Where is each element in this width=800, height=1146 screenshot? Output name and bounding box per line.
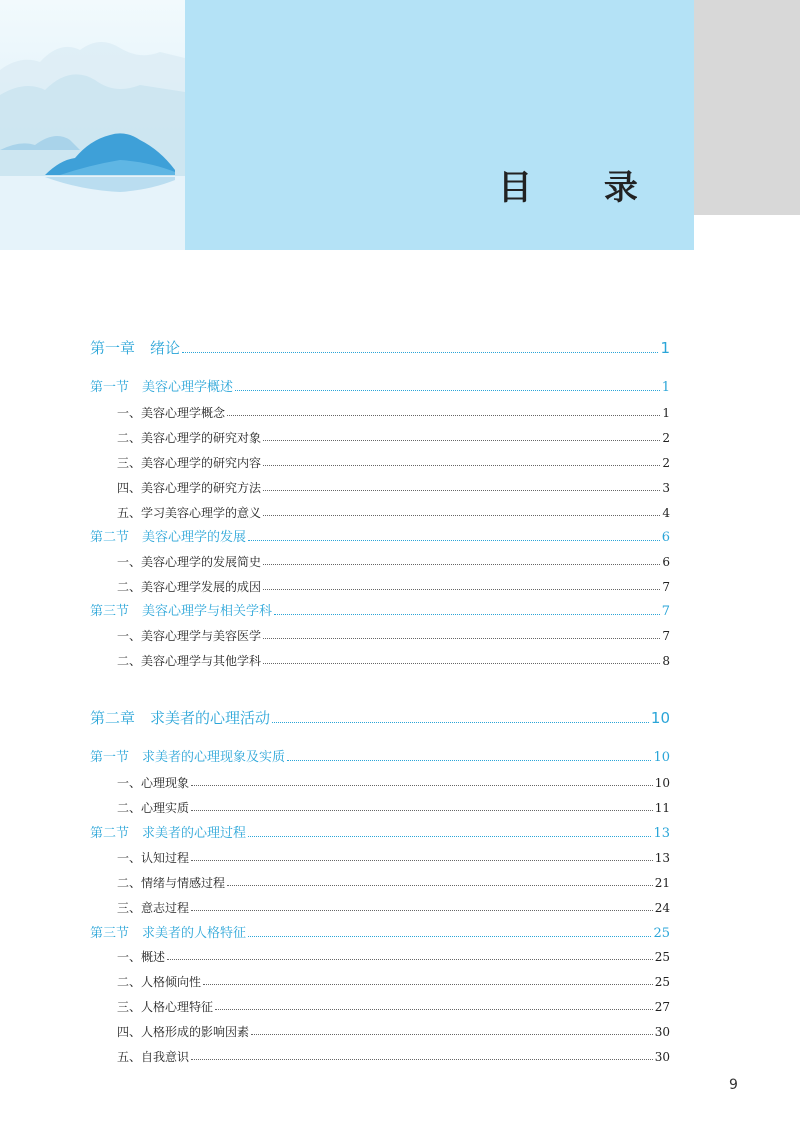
header-banner (0, 0, 694, 250)
dot-leader (248, 836, 651, 837)
dot-leader (263, 564, 660, 565)
toc-label: 二、人格倾向性 (117, 975, 202, 989)
toc-page-number: 7 (662, 629, 670, 643)
dot-leader (215, 1009, 653, 1010)
dot-leader (263, 440, 660, 441)
toc-item[interactable] (117, 777, 670, 789)
dot-leader (263, 663, 660, 664)
toc-item[interactable] (117, 581, 670, 593)
dot-leader (263, 490, 660, 491)
toc-label: 二、心理实质 (117, 801, 190, 815)
toc-item[interactable] (117, 507, 670, 519)
toc-label: 二、美容心理学发展的成因 (117, 580, 262, 594)
dot-leader (182, 352, 658, 353)
dot-leader (191, 1059, 653, 1060)
toc-label: 第二节 美容心理学的发展 (90, 530, 247, 545)
toc-page-number: 13 (654, 851, 670, 865)
toc-page-number: 2 (662, 431, 670, 445)
toc-section[interactable] (90, 381, 670, 394)
toc-page-number: 25 (654, 975, 670, 989)
toc-item[interactable] (117, 902, 670, 914)
dot-leader (274, 614, 660, 615)
toc-label: 三、意志过程 (117, 901, 190, 915)
toc-page-number: 30 (654, 1025, 670, 1039)
toc-page-number: 25 (653, 926, 670, 941)
dot-leader (227, 885, 653, 886)
toc-label: 第三节 求美者的人格特征 (90, 926, 247, 941)
toc-label: 第一章 绪论 (90, 339, 181, 357)
dot-leader (263, 465, 660, 466)
toc-page-number: 10 (653, 750, 670, 765)
toc-page-number: 6 (661, 530, 670, 545)
toc-label: 五、自我意识 (117, 1050, 190, 1064)
dot-leader (167, 959, 653, 960)
toc-page-number: 3 (662, 481, 670, 495)
toc-label: 第一节 美容心理学概述 (90, 380, 234, 395)
toc-section[interactable] (90, 927, 670, 940)
toc-label: 第二节 求美者的心理过程 (90, 826, 247, 841)
toc-item[interactable] (117, 432, 670, 444)
toc-page-number: 10 (654, 776, 670, 790)
dot-leader (263, 589, 660, 590)
toc-page-number: 27 (654, 1000, 670, 1014)
toc-page-number: 4 (662, 506, 670, 520)
toc-page-number: 2 (662, 456, 670, 470)
toc-section[interactable] (90, 751, 670, 764)
toc-page-number: 6 (662, 555, 670, 569)
dot-leader (263, 638, 660, 639)
toc-chapter[interactable] (90, 711, 670, 726)
toc-label: 第二章 求美者的心理活动 (90, 709, 271, 727)
toc-label: 四、人格形成的影响因素 (117, 1025, 250, 1039)
toc-page-number: 30 (654, 1050, 670, 1064)
toc-item[interactable] (117, 630, 670, 642)
toc-label: 一、概述 (117, 950, 166, 964)
toc-item[interactable] (117, 1026, 670, 1038)
toc-page-number: 7 (661, 604, 670, 619)
toc-item[interactable] (117, 407, 670, 419)
page-title: 目 录 (498, 168, 668, 208)
toc-item[interactable] (117, 556, 670, 568)
toc-item[interactable] (117, 951, 670, 963)
toc-page-number: 25 (654, 950, 670, 964)
page-number: 9 (729, 1077, 738, 1093)
toc-page-number: 13 (653, 826, 670, 841)
toc-item[interactable] (117, 1001, 670, 1013)
toc-page-number: 11 (654, 801, 670, 815)
toc-label: 二、美容心理学与其他学科 (117, 654, 262, 668)
toc-label: 一、美容心理学与美容医学 (117, 629, 262, 643)
toc-section[interactable] (90, 605, 670, 618)
toc-label: 四、美容心理学的研究方法 (117, 481, 262, 495)
toc-page-number: 8 (662, 654, 670, 668)
toc-item[interactable] (117, 655, 670, 667)
toc-item[interactable] (117, 1051, 670, 1063)
toc-item[interactable] (117, 457, 670, 469)
toc-page-number: 21 (654, 876, 670, 890)
dot-leader (248, 936, 651, 937)
toc-page-number: 10 (650, 709, 670, 727)
dot-leader (248, 540, 660, 541)
dot-leader (287, 760, 651, 761)
toc-label: 第一节 求美者的心理现象及实质 (90, 750, 286, 765)
landscape-illustration (0, 0, 185, 250)
dot-leader (227, 415, 660, 416)
toc-label: 二、情绪与情感过程 (117, 876, 226, 890)
toc-label: 一、美容心理学概念 (117, 406, 226, 420)
toc-label: 三、人格心理特征 (117, 1000, 214, 1014)
toc-label: 一、心理现象 (117, 776, 190, 790)
toc-item[interactable] (117, 802, 670, 814)
toc-chapter[interactable] (90, 341, 670, 356)
toc-section[interactable] (90, 531, 670, 544)
toc-label: 一、认知过程 (117, 851, 190, 865)
toc-page-number: 1 (660, 339, 670, 357)
toc-page-number: 7 (662, 580, 670, 594)
toc-page-number: 1 (661, 380, 670, 395)
dot-leader (203, 984, 653, 985)
dot-leader (191, 910, 653, 911)
toc-section[interactable] (90, 827, 670, 840)
toc-page-number: 1 (662, 406, 670, 420)
dot-leader (191, 785, 653, 786)
toc-label: 五、学习美容心理学的意义 (117, 506, 262, 520)
dot-leader (191, 810, 653, 811)
toc-item[interactable] (117, 976, 670, 988)
dot-leader (263, 515, 660, 516)
corner-block (694, 0, 800, 215)
toc-item[interactable] (117, 852, 670, 864)
dot-leader (235, 390, 660, 391)
toc-item[interactable] (117, 482, 670, 494)
dot-leader (272, 722, 649, 723)
toc-label: 三、美容心理学的研究内容 (117, 456, 262, 470)
toc-label: 一、美容心理学的发展简史 (117, 555, 262, 569)
dot-leader (251, 1034, 653, 1035)
dot-leader (191, 860, 653, 861)
toc-item[interactable] (117, 877, 670, 889)
toc-label: 第三节 美容心理学与相关学科 (90, 604, 273, 619)
toc-label: 二、美容心理学的研究对象 (117, 431, 262, 445)
toc-page-number: 24 (654, 901, 670, 915)
